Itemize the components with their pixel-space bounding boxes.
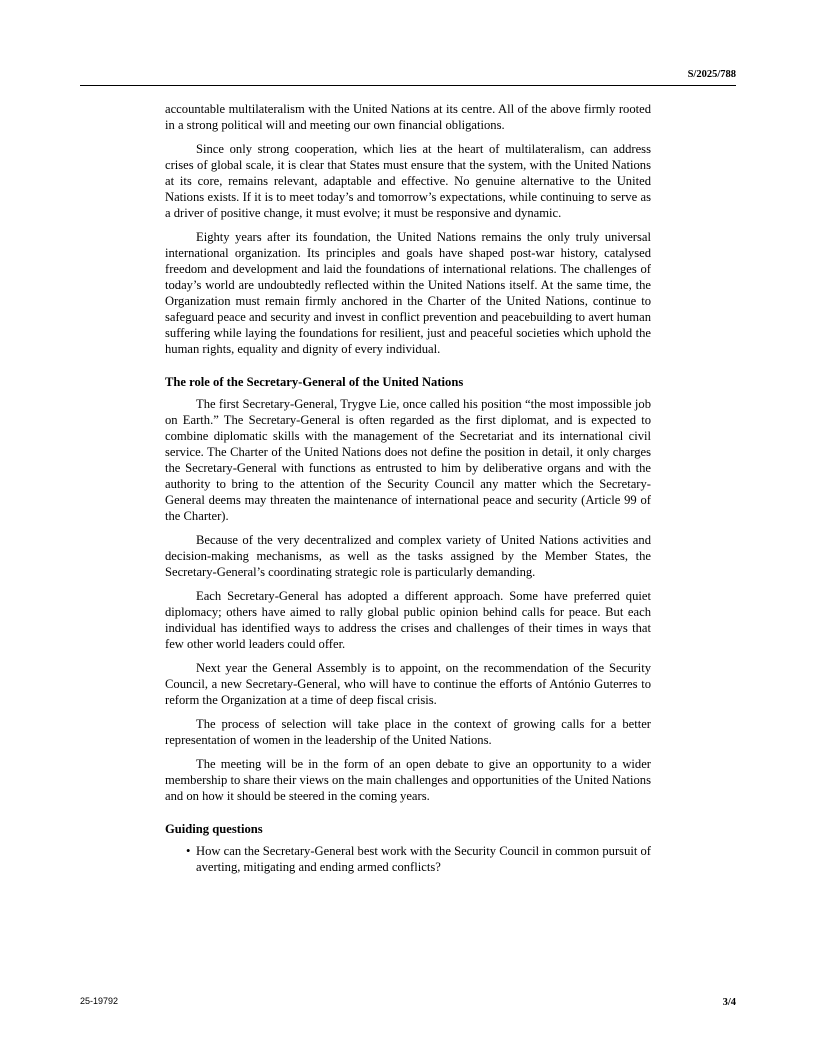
- paragraph: Because of the very decentralized and complex variety of United Nations activities and decision-making mechanisms, as well as the tasks assigned by the Member States, the Secretary-General’s coordinating strategic role is particularly demanding.: [165, 533, 651, 579]
- bullet-list: [165, 843, 651, 875]
- document-body: [165, 101, 651, 875]
- paragraph: The meeting will be in the form of an open debate to give an opportunity to a wider membership to share their views on the main challenges and opportunities of the United Nations and on how it should be steered in the coming years.: [165, 757, 651, 803]
- footer-document-code: 25-19792: [80, 996, 119, 1006]
- paragraph: The first Secretary-General, Trygve Lie, once called his position “the most impossible job on Earth.” The Secretary-General is often regarded as the first diplomat, and is expected to combine diplomatic skills with the management of the Secretariat and its international civil service. The Charter of the United Nations does not define the position in detail, it only charges the Secretary-General with functions as entrusted to him by deliberative organs and with the authority to bring to the attention of the Security Council any matter which the Secretary-General deems may threaten the maintenance of international peace and security (Article 99 of the Charter).: [165, 397, 651, 523]
- footer-page-number: 3/4: [722, 997, 736, 1008]
- paragraph: The process of selection will take place in the context of growing calls for a better representation of women in the leadership of the United Nations.: [165, 717, 651, 747]
- bullet-icon: •: [186, 844, 191, 858]
- paragraph: accountable multilateralism with the United Nations at its centre. All of the above firmly rooted in a strong political will and meeting our own financial obligations.: [165, 102, 651, 132]
- section-heading: Guiding questions: [165, 822, 263, 836]
- list-item-text: How can the Secretary-General best work with the Security Council in common pursuit of averting, mitigating and ending armed conflicts?: [196, 844, 652, 874]
- section-heading: The role of the Secretary-General of the United Nations: [165, 375, 464, 389]
- paragraph: Next year the General Assembly is to appoint, on the recommendation of the Security Council, a new Secretary-General, who will have to continue the efforts of António Guterres to reform the Organization at a time of deep fiscal crisis.: [165, 661, 651, 707]
- list-item: [165, 843, 651, 875]
- paragraph: Each Secretary-General has adopted a different approach. Some have preferred quiet diplomacy; others have aimed to rally global public opinion behind calls for peace. But each individual has identified ways to address the crises and challenges of their times in ways that few other world leaders could offer.: [165, 589, 651, 651]
- paragraph: Since only strong cooperation, which lies at the heart of multilateralism, can address crises of global scale, it is clear that States must ensure that the system, with the United Nations at its core, remains relevant, adaptable and effective. No genuine alternative to the United Nations exists. If it is to meet today’s and tomorrow’s expectations, while continuing to serve as a driver of positive change, it must evolve; it must be responsive and dynamic.: [165, 142, 651, 220]
- header-symbol: S/2025/788: [687, 69, 736, 80]
- paragraph: Eighty years after its foundation, the United Nations remains the only truly universal international organization. Its principles and goals have shaped post-war history, catalysed freedom and development and laid the foundations of international relations. The challenges of today’s world are undoubtedly reflected within the United Nations itself. At the same time, the Organization must remain firmly anchored in the Charter of the United Nations, continue to safeguard peace and security and invest in conflict prevention and peacebuilding to avert human suffering while laying the foundations for resilient, just and peaceful societies which uphold the human rights, equality and dignity of every individual.: [165, 230, 651, 356]
- header-rule: [80, 85, 736, 86]
